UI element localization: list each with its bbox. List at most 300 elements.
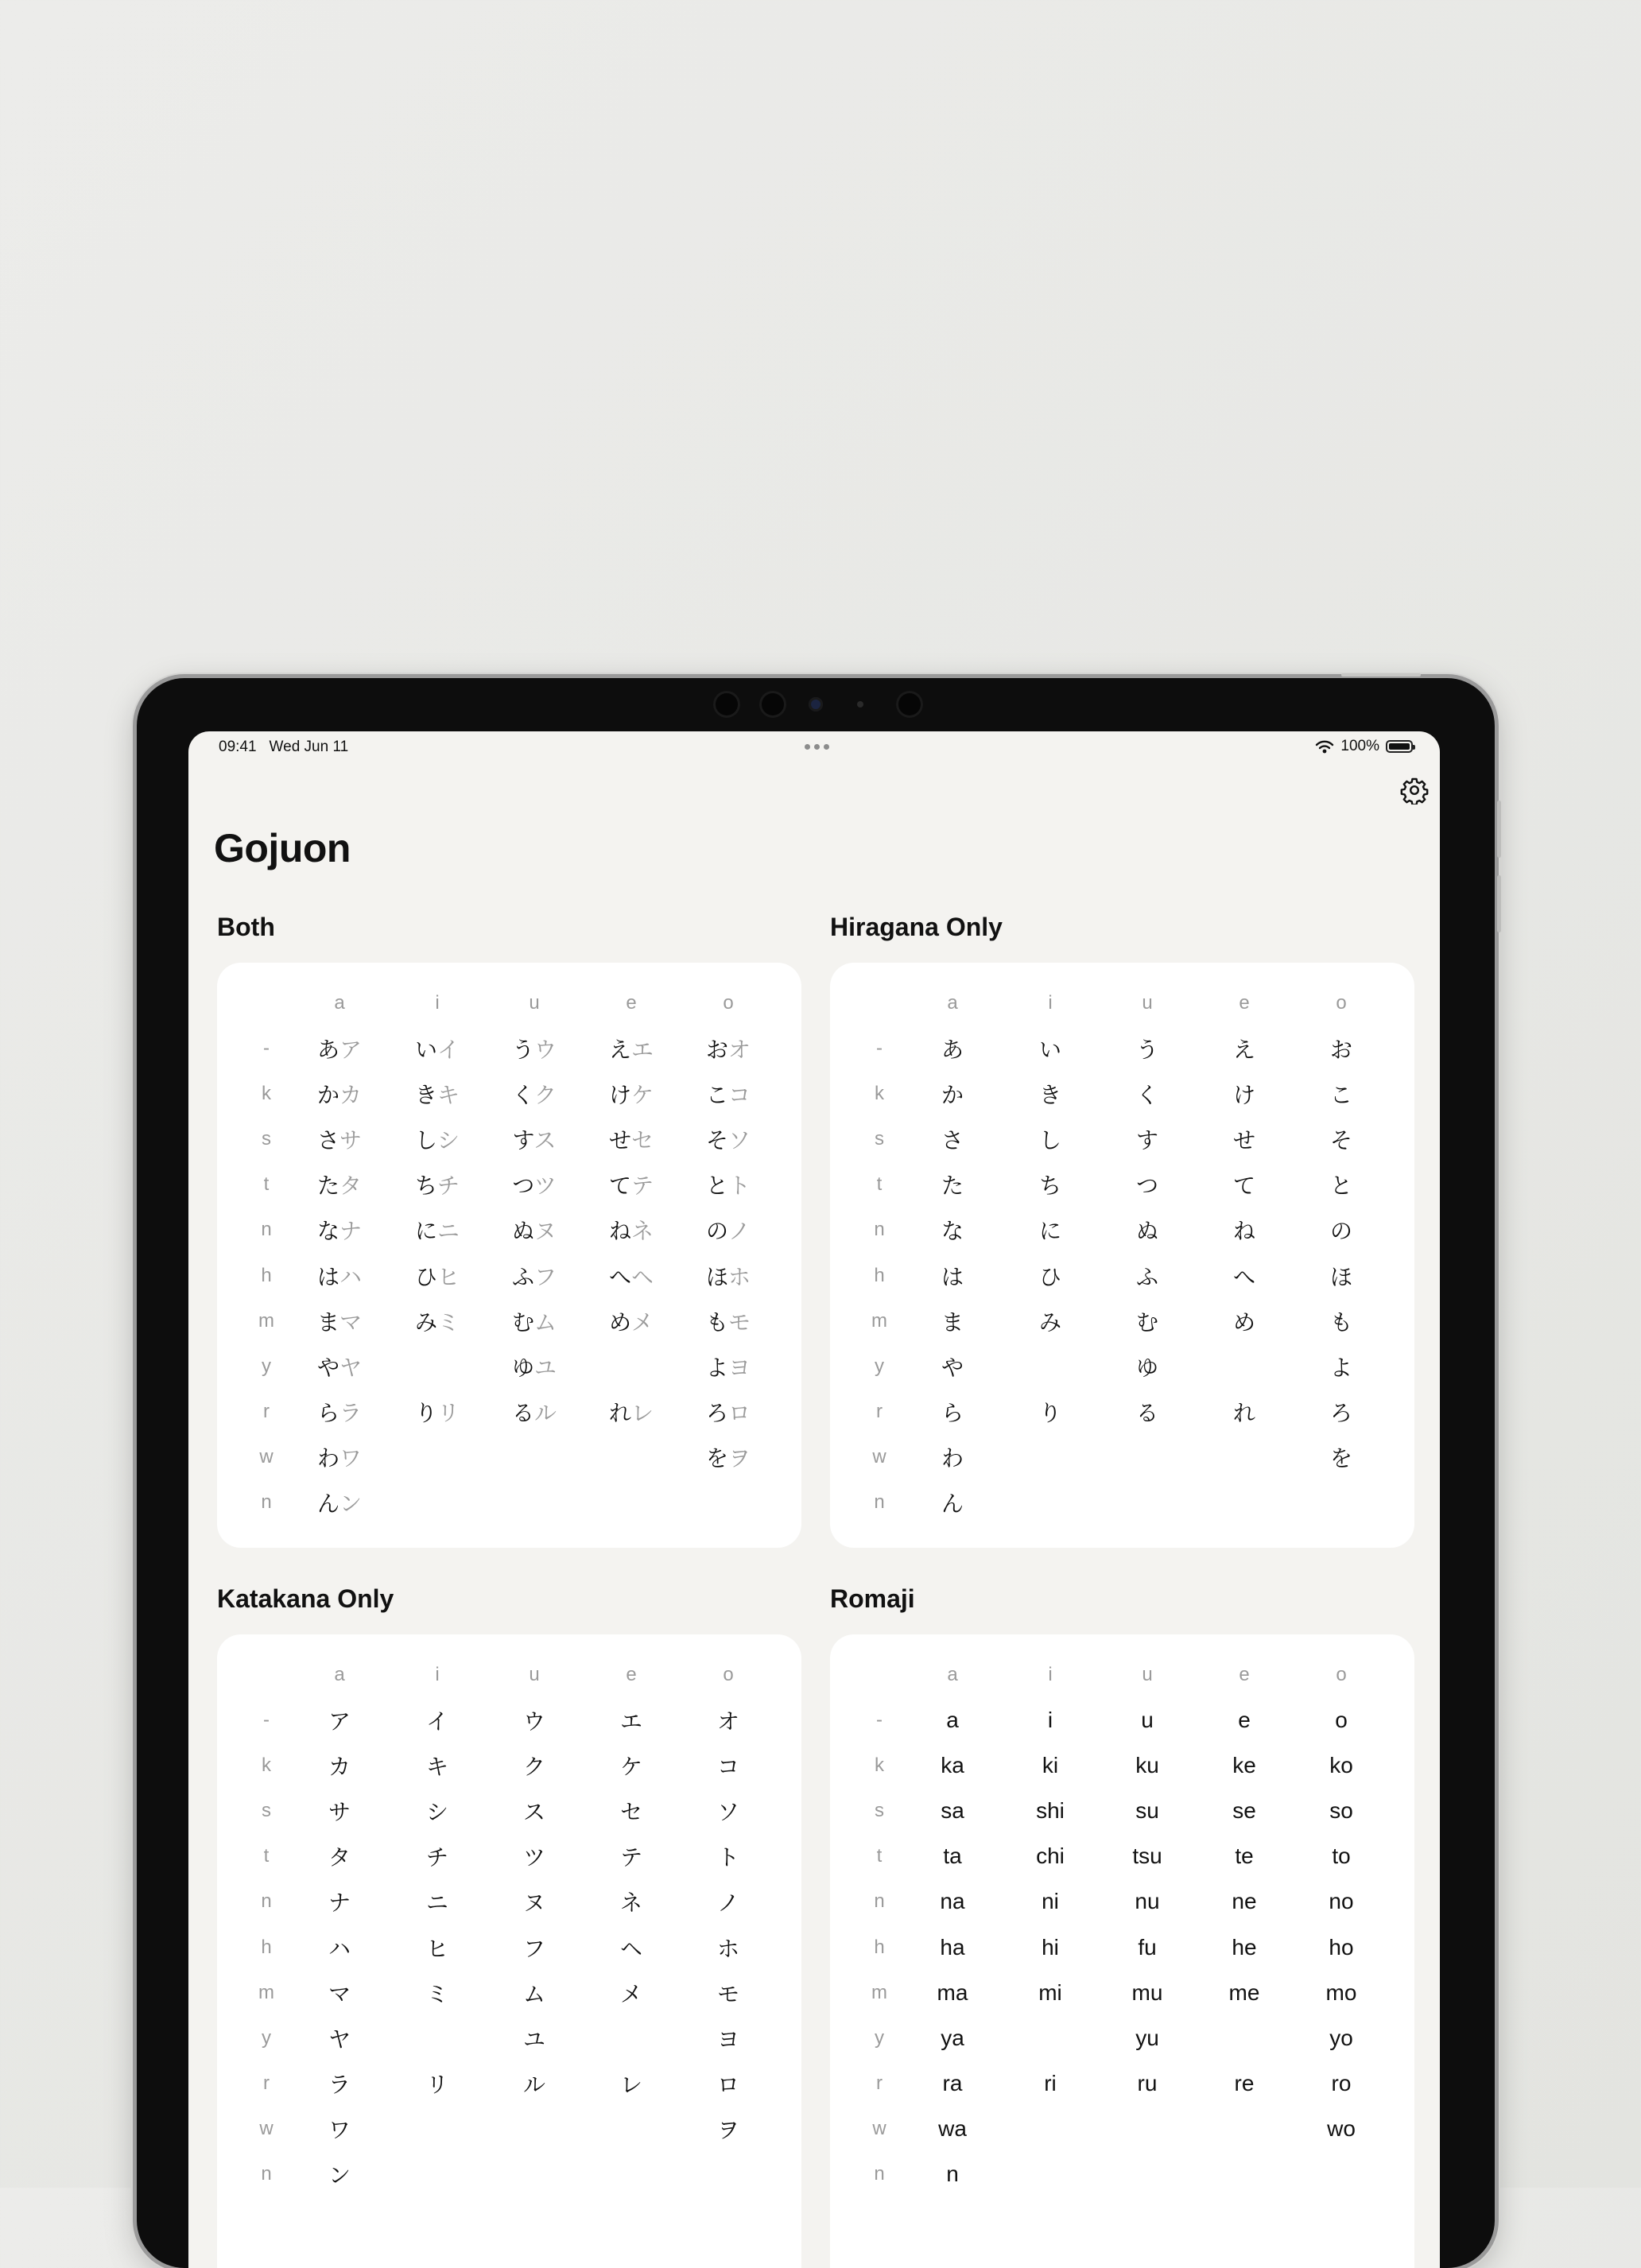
kana-cell (389, 1343, 486, 1389)
header-corner (242, 980, 290, 1025)
grid-row (242, 1925, 777, 1970)
kana-cell (290, 1162, 389, 1208)
grid-row (242, 1480, 777, 1526)
row-label: - (263, 1708, 270, 1731)
kana-cell: え (1232, 1037, 1255, 1062)
kana-cell: て (1232, 1173, 1255, 1199)
grid-row (855, 2152, 1390, 2197)
kana-cell (1196, 1435, 1293, 1480)
column-header: u (529, 991, 540, 1014)
kana-cell: ne (1232, 1889, 1257, 1914)
kana-cell: ろ (1329, 1401, 1352, 1426)
hiragana-char: せ (608, 1127, 631, 1153)
battery-percent: 100% (1340, 738, 1379, 754)
kana-cell (1099, 1435, 1196, 1480)
kana-cell: ツ (522, 1845, 545, 1871)
grid-row (855, 1925, 1390, 1970)
kana-cell: n (946, 2161, 959, 2187)
kana-cell: sa (941, 1797, 964, 1823)
hiragana-char: あ (316, 1037, 339, 1062)
katakana-char: ヨ (728, 1355, 751, 1380)
hiragana-char: ほ (705, 1264, 728, 1289)
kana-cell: チ (425, 1845, 448, 1871)
kana-cell: リ (425, 2072, 448, 2098)
row-label: n (874, 2163, 885, 2185)
kana-cell: o (1335, 1707, 1348, 1732)
column-header: i (1048, 1663, 1053, 1685)
row-label: h (874, 1264, 885, 1286)
row-label: m (258, 1981, 274, 2003)
hiragana-char: な (316, 1219, 339, 1244)
row-label: y (262, 2026, 271, 2049)
row-label: h (261, 1264, 272, 1286)
column-header: e (1239, 1663, 1250, 1685)
kana-cell: セ (619, 1799, 642, 1824)
katakana-char: オ (728, 1037, 751, 1062)
grid-row (855, 1390, 1390, 1435)
kana-cell (486, 1116, 583, 1161)
card-katakana (217, 1634, 801, 2268)
katakana-char: ホ (728, 1264, 751, 1289)
kana-cell: ヨ (716, 2026, 739, 2052)
kana-cell (583, 2152, 680, 2197)
kana-cell (1099, 1480, 1196, 1526)
grid-row (855, 1298, 1390, 1343)
grid-row (242, 1025, 777, 1071)
kana-cell (389, 1071, 486, 1116)
kana-cell: ki (1042, 1752, 1059, 1778)
katakana-char: サ (339, 1127, 363, 1153)
katakana-char: メ (631, 1309, 654, 1335)
kana-cell: ho (1329, 1934, 1354, 1960)
status-indicators (1315, 738, 1413, 755)
kana-cell (290, 1343, 389, 1389)
kana-cell (290, 1071, 389, 1116)
hiragana-char: え (608, 1037, 631, 1062)
kana-cell: fu (1138, 1934, 1157, 1960)
kana-cell (389, 1435, 486, 1480)
hiragana-char: し (414, 1127, 437, 1153)
kana-cell: ト (716, 1845, 739, 1871)
katakana-char: ア (339, 1037, 363, 1062)
kana-cell (1196, 2107, 1293, 2152)
kana-cell: e (1238, 1707, 1251, 1732)
kana-cell: ほ (1329, 1264, 1352, 1289)
kana-cell: ク (522, 1754, 545, 1779)
kana-cell (680, 1298, 777, 1343)
row-label: t (263, 1845, 270, 1867)
kana-cell: ロ (716, 2072, 739, 2098)
header-corner (855, 1652, 903, 1697)
grid-row (855, 1743, 1390, 1788)
kana-cell (290, 1298, 389, 1343)
column-header: i (1048, 991, 1053, 1014)
status-bar (188, 731, 1440, 763)
kana-cell: れ (1232, 1401, 1255, 1426)
card-hiragana (830, 963, 1414, 1548)
row-label: r (876, 2072, 883, 2095)
grid-row (855, 1970, 1390, 2015)
hiragana-char: と (705, 1173, 728, 1199)
row-label: y (262, 1355, 271, 1377)
kana-cell: ko (1329, 1752, 1353, 1778)
row-label: w (259, 1446, 274, 1468)
kana-cell (680, 1116, 777, 1161)
kana-cell (583, 1390, 680, 1435)
kana-cell (290, 1480, 389, 1526)
grid-row (855, 1834, 1390, 1879)
katakana-char: ム (534, 1309, 557, 1335)
kana-cell: ひ (1038, 1264, 1061, 1289)
katakana-char: ユ (534, 1355, 557, 1380)
kana-cell: す (1135, 1127, 1158, 1153)
kana-cell: u (1141, 1707, 1154, 1732)
hiragana-char: る (511, 1401, 534, 1426)
kana-cell (1196, 1343, 1293, 1389)
kana-cell: ナ (328, 1890, 351, 1916)
kana-cell: ラ (328, 2072, 351, 2098)
kana-cell: yo (1329, 2025, 1353, 2050)
grid-row (855, 1071, 1390, 1116)
grid-row (242, 1435, 777, 1480)
status-time-date (219, 739, 361, 756)
grid-row (855, 1788, 1390, 1833)
kana-cell (583, 1253, 680, 1298)
hiragana-char: ぬ (511, 1219, 534, 1244)
katakana-char: カ (339, 1082, 363, 1107)
kana-cell: te (1235, 1843, 1254, 1869)
kana-cell: ヒ (425, 1936, 448, 1961)
row-label: n (261, 1491, 272, 1514)
kana-cell: な (941, 1219, 964, 1244)
row-label: w (872, 1446, 886, 1468)
kana-cell: ヘ (619, 1936, 642, 1961)
hiragana-char: め (608, 1309, 631, 1335)
kana-cell: コ (716, 1754, 739, 1779)
row-label: n (261, 2163, 272, 2185)
kana-cell: so (1329, 1797, 1353, 1823)
kana-cell: ソ (716, 1799, 739, 1824)
kana-cell (389, 2152, 486, 2197)
row-label: k (262, 1082, 271, 1104)
kana-cell (583, 1480, 680, 1526)
katakana-char: ノ (728, 1219, 751, 1244)
kana-cell: フ (522, 1936, 545, 1961)
kana-cell (1099, 2107, 1196, 2152)
grid-row (242, 1343, 777, 1389)
grid-row (855, 1208, 1390, 1253)
kana-cell: モ (716, 1981, 739, 2006)
kana-cell: ル (522, 2072, 545, 2098)
grid-row (855, 2015, 1390, 2061)
kana-cell: サ (328, 1799, 351, 1824)
kana-cell (486, 1435, 583, 1480)
grid-row (855, 1879, 1390, 1925)
camera-lens-icon (759, 691, 786, 718)
hiragana-char: に (414, 1219, 437, 1244)
kana-cell: エ (619, 1708, 642, 1734)
card-both (217, 963, 801, 1548)
column-header: i (435, 1663, 440, 1685)
grid-row (242, 1788, 777, 1833)
kana-cell (486, 2152, 583, 2197)
kana-cell (389, 2015, 486, 2061)
kana-cell: た (941, 1173, 964, 1199)
section-title-both: Both (217, 913, 275, 941)
hiragana-char: は (316, 1264, 339, 1289)
kana-cell: ya (941, 2025, 964, 2050)
kana-cell: ウ (522, 1708, 545, 1734)
katakana-char: チ (437, 1173, 460, 1199)
kana-cell (389, 1253, 486, 1298)
kana-cell: む (1135, 1309, 1158, 1335)
row-label: k (262, 1754, 271, 1776)
volume-down-button (1497, 875, 1501, 932)
row-label: m (258, 1309, 274, 1332)
kana-cell: ma (937, 1979, 968, 2005)
hiragana-char: ち (414, 1173, 437, 1199)
katakana-char: ツ (533, 1173, 557, 1199)
kana-cell: mi (1038, 1979, 1062, 2005)
hiragana-char: よ (705, 1355, 728, 1380)
kana-cell (486, 2107, 583, 2152)
hiragana-char: ろ (705, 1401, 728, 1426)
kana-cell (389, 1480, 486, 1526)
gojuon-grid-both (242, 980, 777, 1526)
page-title: Gojuon (214, 826, 351, 870)
kana-cell (290, 1435, 389, 1480)
grid-row (855, 1480, 1390, 1526)
kana-cell (1002, 1343, 1099, 1389)
kana-cell (486, 1480, 583, 1526)
grid-row (855, 1116, 1390, 1161)
kana-cell: ヲ (716, 2118, 739, 2143)
card-romaji (830, 1634, 1414, 2268)
katakana-char: ス (533, 1127, 557, 1153)
kana-cell (486, 1253, 583, 1298)
kana-cell: あ (941, 1037, 964, 1062)
row-label: r (876, 1401, 883, 1423)
row-label: n (261, 1890, 272, 1913)
kana-cell (1293, 2152, 1390, 2197)
kana-cell: a (946, 1707, 959, 1732)
grid-row (242, 2061, 777, 2107)
kana-cell (583, 1208, 680, 1253)
kana-cell: ア (328, 1708, 351, 1734)
hiragana-char: く (511, 1082, 534, 1107)
kana-cell: me (1228, 1979, 1260, 2005)
katakana-char: モ (728, 1309, 751, 1335)
kana-cell (1002, 1435, 1099, 1480)
katakana-char: ロ (728, 1401, 751, 1426)
hiragana-char: ひ (414, 1264, 437, 1289)
hiragana-char: の (705, 1219, 728, 1244)
kana-cell: i (1047, 1707, 1053, 1732)
row-label: - (876, 1037, 883, 1059)
katakana-char: ヒ (437, 1264, 460, 1289)
row-label: r (263, 1401, 270, 1423)
kana-cell: そ (1329, 1127, 1352, 1153)
kana-cell (583, 1298, 680, 1343)
katakana-char: ハ (339, 1264, 363, 1289)
katakana-char: ウ (534, 1037, 557, 1062)
kana-cell: う (1135, 1037, 1158, 1062)
hiragana-char: ら (316, 1401, 339, 1426)
section-title-katakana: Katakana Only (217, 1584, 394, 1613)
status-date: Wed Jun 11 (269, 739, 349, 755)
kana-cell: ネ (619, 1890, 642, 1916)
kana-cell: に (1038, 1219, 1061, 1244)
kana-cell: オ (716, 1708, 739, 1734)
kana-cell (486, 1071, 583, 1116)
kana-cell: め (1232, 1309, 1255, 1335)
row-label: n (874, 1491, 885, 1514)
kana-cell (680, 1162, 777, 1208)
gojuon-grid-romaji (855, 1652, 1390, 2197)
kana-cell: ta (943, 1843, 962, 1869)
kana-cell: へ (1232, 1264, 1255, 1289)
kana-cell: ノ (716, 1890, 739, 1916)
kana-cell: ま (941, 1309, 964, 1335)
row-label: n (874, 1890, 885, 1913)
volume-up-button (1497, 801, 1501, 858)
katakana-char: フ (534, 1264, 557, 1289)
katakana-char: ラ (339, 1401, 363, 1426)
hiragana-char: け (608, 1082, 631, 1107)
row-label: t (876, 1173, 883, 1196)
kana-cell (290, 1390, 389, 1435)
katakana-char: ミ (437, 1309, 460, 1335)
kana-cell: つ (1135, 1173, 1158, 1199)
grid-row (242, 1162, 777, 1208)
grid-row (242, 2152, 777, 2197)
row-label: t (263, 1173, 270, 1196)
kana-cell: レ (619, 2072, 642, 2098)
row-label: h (874, 1936, 885, 1958)
grid-row (855, 1025, 1390, 1071)
kana-cell: ふ (1135, 1264, 1158, 1289)
multitasking-dots-icon[interactable] (805, 744, 829, 750)
kana-cell (389, 1390, 486, 1435)
row-label: - (876, 1708, 883, 1731)
grid-row (855, 1343, 1390, 1389)
kana-cell: na (940, 1889, 965, 1914)
katakana-char: ナ (339, 1219, 363, 1244)
kana-cell (680, 2152, 777, 2197)
kana-cell: ru (1137, 2071, 1158, 2096)
kana-cell: ホ (716, 1936, 739, 1961)
grid-row (242, 1834, 777, 1879)
row-label: m (871, 1309, 887, 1332)
wifi-icon (1315, 739, 1334, 754)
kana-cell (1099, 2152, 1196, 2197)
kana-cell: he (1232, 1934, 1257, 1960)
grid-row (855, 2061, 1390, 2107)
row-label: w (259, 2118, 274, 2140)
kana-cell: su (1135, 1797, 1159, 1823)
gear-icon[interactable] (1400, 776, 1429, 804)
kana-cell: se (1232, 1797, 1256, 1823)
kana-cell (290, 1208, 389, 1253)
row-label: s (875, 1127, 884, 1150)
row-label: m (871, 1981, 887, 2003)
column-header: u (529, 1663, 540, 1685)
katakana-char: ル (534, 1401, 557, 1426)
kana-cell (680, 1435, 777, 1480)
kana-cell: さ (941, 1127, 964, 1153)
kana-cell: yu (1135, 2025, 1159, 2050)
column-header: o (1336, 1663, 1347, 1685)
kana-cell: り (1038, 1401, 1061, 1426)
kana-cell: み (1038, 1309, 1061, 1335)
gojuon-grid-katakana (242, 1652, 777, 2197)
kana-cell: shi (1036, 1797, 1065, 1823)
kana-cell (680, 1071, 777, 1116)
column-header: a (947, 1663, 958, 1685)
grid-row (242, 1697, 777, 1743)
kana-cell (583, 1343, 680, 1389)
grid-row (242, 1208, 777, 1253)
kana-cell (1196, 2015, 1293, 2061)
row-label: y (875, 2026, 884, 2049)
kana-cell (1002, 1480, 1099, 1526)
kana-cell: ke (1232, 1752, 1256, 1778)
row-label: t (876, 1845, 883, 1867)
grid-row (242, 1879, 777, 1925)
hiragana-char: お (705, 1037, 728, 1062)
katakana-char: コ (728, 1082, 751, 1107)
kana-cell (389, 1208, 486, 1253)
kana-cell (389, 1025, 486, 1071)
katakana-char: ク (534, 1082, 557, 1107)
hiragana-char: う (511, 1037, 534, 1062)
kana-cell (680, 1343, 777, 1389)
kana-cell: ち (1038, 1173, 1061, 1199)
camera-lens-icon (713, 691, 740, 718)
section-title-romaji: Romaji (830, 1584, 915, 1613)
column-header: i (435, 991, 440, 1014)
grid-row (242, 1253, 777, 1298)
kana-cell (583, 1162, 680, 1208)
grid-row (242, 1970, 777, 2015)
column-header: a (947, 991, 958, 1014)
app-screen (188, 731, 1440, 2268)
header-corner (855, 980, 903, 1025)
kana-cell (583, 1025, 680, 1071)
grid-row (242, 1071, 777, 1116)
hiragana-char: ゆ (511, 1355, 534, 1380)
katakana-char: エ (631, 1037, 654, 1062)
kana-cell: も (1329, 1309, 1352, 1335)
kana-cell: こ (1329, 1082, 1352, 1107)
kana-cell: メ (619, 1981, 642, 2006)
top-button (1341, 673, 1421, 677)
column-header: a (334, 1663, 345, 1685)
kana-cell (1196, 1480, 1293, 1526)
kana-cell: る (1135, 1401, 1158, 1426)
hiragana-char: さ (316, 1127, 339, 1153)
kana-cell: マ (328, 1981, 351, 2006)
row-label: r (263, 2072, 270, 2095)
kana-cell: ra (942, 2071, 963, 2096)
kana-cell (680, 1208, 777, 1253)
kana-cell: hi (1042, 1934, 1059, 1960)
katakana-char: ン (339, 1491, 363, 1517)
column-header: u (1142, 1663, 1153, 1685)
battery-icon (1386, 740, 1413, 753)
camera-lens-icon (896, 691, 923, 718)
katakana-char: ト (728, 1173, 751, 1199)
